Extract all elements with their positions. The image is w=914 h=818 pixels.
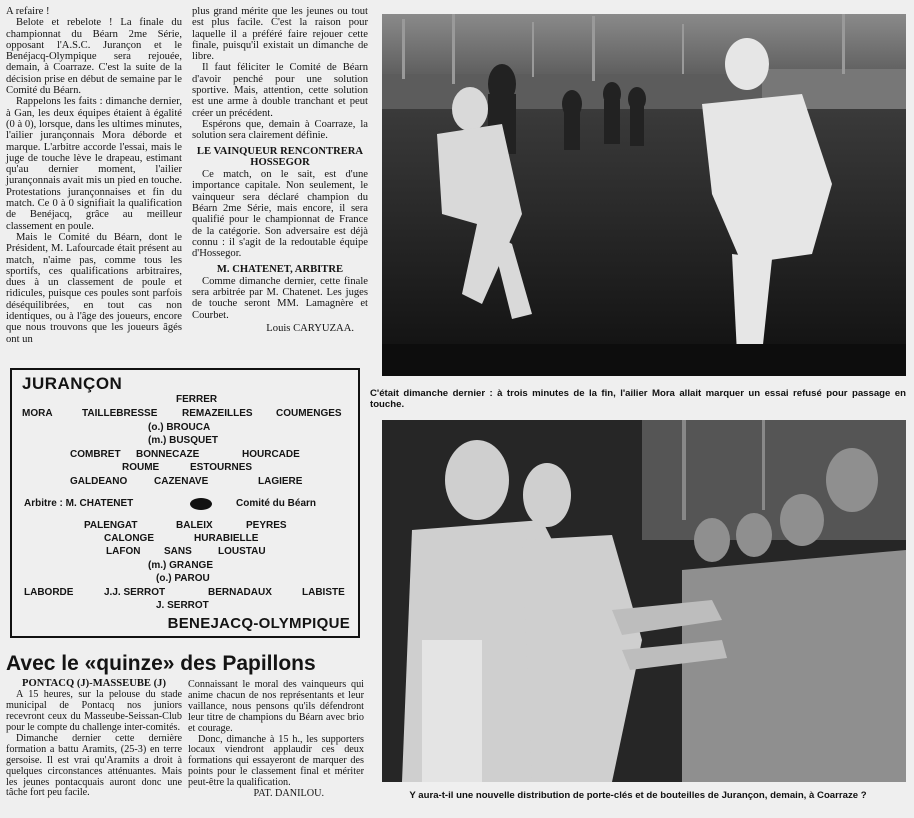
lineup-box bbox=[10, 368, 360, 638]
paragraph: Il faut féliciter le Comité de Béarn d'avoir penché pour une solution sportive. Mais, attention, cette solution est une arme à double tranchant et peut créer un précédent. bbox=[192, 62, 368, 119]
author-signature: PAT. DANILOU. bbox=[253, 788, 324, 800]
player: LOUSTAU bbox=[218, 546, 266, 557]
article2-column-left bbox=[6, 678, 182, 799]
paragraph: Belote et rebelote ! La finale du championnat du Béarn 2me Série, opposant l'A.S.C. Jurançon et le Benéjacq-Olympique sera rejouée, demain, à Coarraze. C'est la suite de la décision prise en début de semaine par le Comité du Béarn. bbox=[6, 17, 182, 97]
player: REMAZEILLES bbox=[182, 408, 253, 419]
home-team-name: JURANÇON bbox=[22, 374, 123, 393]
handshake-photo bbox=[382, 420, 906, 782]
article-headline: Avec le «quinze» des Papillons bbox=[6, 652, 316, 675]
player: HOURCADE bbox=[242, 449, 300, 460]
player: LABORDE bbox=[24, 587, 74, 598]
subheading: LE VAINQUEUR RENCONTRERA HOSSEGOR bbox=[196, 145, 364, 168]
paragraph: Donc, dimanche à 15 h., les supporters locaux viendront applaudir ces deux formations qui essayeront de marquer des points pour le classement final et mériter peut-être la qualification. bbox=[188, 733, 364, 789]
player: HURABIELLE bbox=[194, 533, 259, 544]
article2-column-right bbox=[188, 680, 364, 800]
player: PALENGAT bbox=[84, 520, 138, 531]
player: BALEIX bbox=[176, 520, 213, 531]
paragraph: plus grand mérite que les jeunes ou tout est plus facile. C'est la raison pour laquelle il a préféré faire rejouer cette finale, puisqu'il existait un dimanche de libre. bbox=[192, 6, 368, 63]
article-column-1 bbox=[6, 6, 182, 345]
committee-label: Comité du Béarn bbox=[236, 498, 317, 509]
match-photo bbox=[382, 14, 906, 376]
match-photo-image bbox=[382, 14, 906, 376]
author-signature: Louis CARYUZAA. bbox=[266, 323, 354, 335]
player: SANS bbox=[164, 546, 192, 557]
paragraph: Dimanche dernier cette dernière formation a battu Aramits, (25-3) en terre gersoise. Il est vrai qu'Aramits a droit à quelques circonstances atténuantes. Mais les jeunes pontacquais auront donc une tâche fort peu facile. bbox=[6, 732, 182, 799]
player: COMBRET bbox=[70, 449, 121, 460]
player: ESTOURNES bbox=[190, 462, 253, 473]
paragraph: A 15 heures, sur la pelouse du stade municipal de Pontacq nos juniors recevront ceux du Masseube-Seissan-Club pour le compte du challenge inter-comités. bbox=[6, 689, 182, 734]
player: (o.) PAROU bbox=[156, 573, 210, 584]
player: GALDEANO bbox=[70, 476, 128, 487]
referee-label: Arbitre : M. CHATENET bbox=[24, 498, 134, 509]
away-team-name: BENEJACQ-OLYMPIQUE bbox=[167, 615, 350, 632]
player: BONNECAZE bbox=[136, 449, 200, 460]
player: LAFON bbox=[106, 546, 141, 557]
player: BERNADAUX bbox=[208, 587, 272, 598]
subheading: M. CHATENET, ARBITRE bbox=[216, 263, 344, 275]
handshake-photo-image bbox=[382, 420, 906, 782]
player: PEYRES bbox=[246, 520, 287, 531]
player: (o.) BROUCA bbox=[148, 422, 211, 433]
paragraph: Rappelons les faits : dimanche dernier, à Gan, les deux équipes étaient à égalité (0 à 0), lorsque, dans les ultimes minutes, l'ailier jurançonnais Mora déborde et marque. L'arbitre accorde l'essai, mais le juge de touche lève le drapeau, estimant qu'au dernier moment, l'ailier jurançonnais avait mis un pied en touche. Protestations jurançonnaises et fin du match. Ce 0 à 0 signifiait la qualification de Benéjacq, grâce au meilleur classement en poule. bbox=[6, 96, 182, 232]
player: J. SERROT bbox=[156, 600, 209, 611]
article-kicker: A refaire ! bbox=[6, 6, 50, 17]
player: MORA bbox=[22, 408, 53, 419]
player: CALONGE bbox=[104, 533, 154, 544]
subheading: PONTACQ (J)-MASSEUBE (J) bbox=[22, 678, 166, 689]
player: COUMENGES bbox=[276, 408, 342, 419]
paragraph: Comme dimanche dernier, cette finale sera arbitrée par M. Chatenet. Les juges de touche seront MM. Lamagnère et Courbet. bbox=[192, 275, 368, 321]
player: ROUME bbox=[122, 462, 160, 473]
rugby-ball-icon bbox=[190, 498, 212, 510]
player: J.J. SERROT bbox=[104, 587, 166, 598]
top-photo-caption: C'était dimanche dernier : à trois minutes de la fin, l'ailier Mora allait marquer un essai refusé pour passage en touche. bbox=[370, 388, 906, 410]
player: TAILLEBRESSE bbox=[82, 408, 158, 419]
player: FERRER bbox=[176, 394, 218, 405]
paragraph: Ce match, on le sait, est d'une importance capitale. Non seulement, le vainqueur sera déclaré champion du Béarn 2me Série, mais encore, il sera qualifié pour le championnat de France de la catégorie. Son adversaire est déjà connu : il s'agit de la redoutable équipe d'Hossegor. bbox=[192, 169, 368, 260]
player: (m.) BUSQUET bbox=[148, 435, 218, 446]
article-column-2 bbox=[192, 6, 368, 334]
player: CAZENAVE bbox=[154, 476, 209, 487]
player: (m.) GRANGE bbox=[148, 560, 213, 571]
player: LAGIERE bbox=[258, 476, 303, 487]
paragraph: Connaissant le moral des vainqueurs qui anime chacun de nos représentants et leur vaillance, nous pensons qu'ils défendront leur titre de champions du Béarn avec brio et courage. bbox=[188, 679, 364, 734]
player: LABISTE bbox=[302, 587, 345, 598]
paragraph: Mais le Comité du Béarn, dont le Président, M. Lafourcade était présent au match, n'aime pas, comme tous les sportifs, ces qualifications arbitraires, dues à un classement de poule et ridicules, puisque ces poules sont parfois déséquilibrées, en tout cas non identiques, ou à l'âge des joueurs, encore que nous trouvons que les joueurs âgés ont un bbox=[6, 231, 182, 345]
paragraph: Espérons que, demain à Coarraze, la solution sera clairement définie. bbox=[192, 118, 368, 142]
bottom-photo-caption: Y aura-t-il une nouvelle distribution de porte-clés et de bouteilles de Jurançon, demain, à Coarraze ? bbox=[409, 790, 867, 801]
